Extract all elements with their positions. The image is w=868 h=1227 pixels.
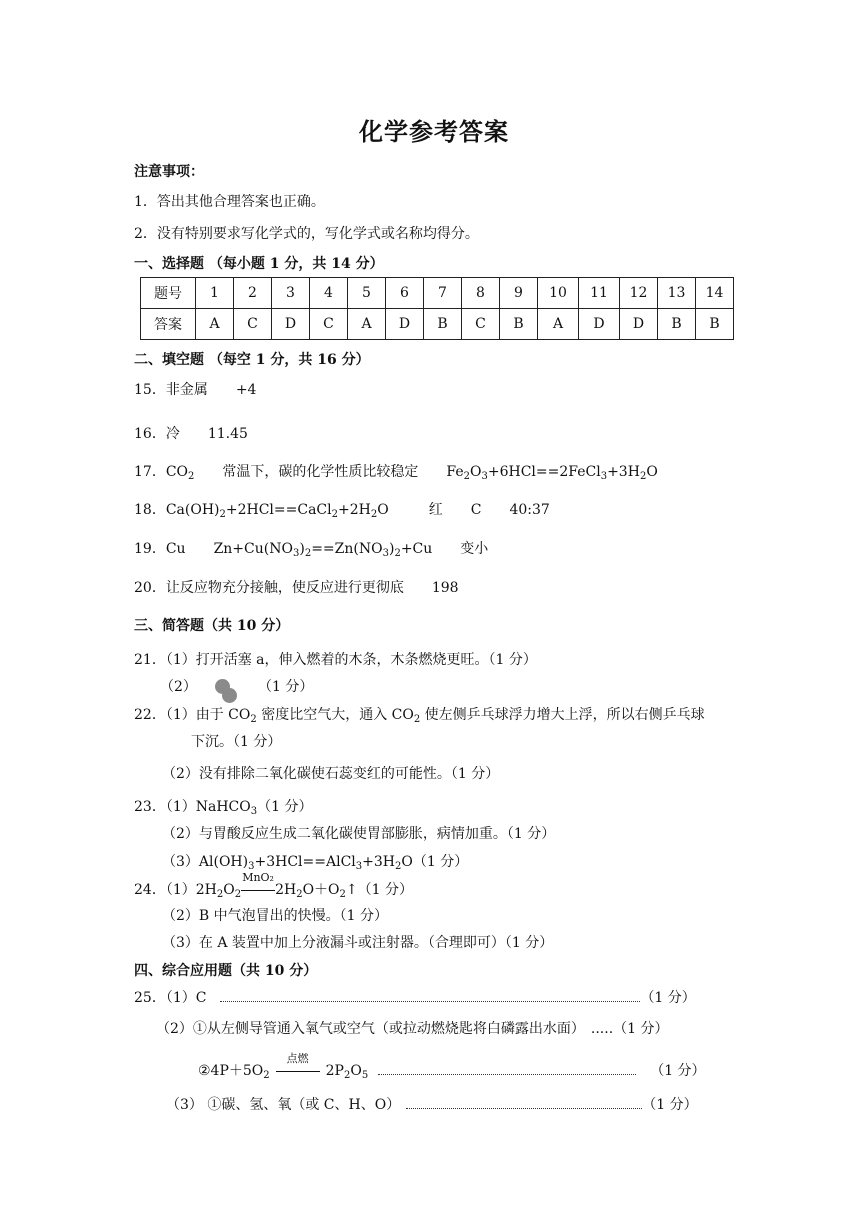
q18-answer-c: C: [470, 502, 482, 518]
question-number: 2: [234, 278, 272, 309]
q20-answer-b: 198: [431, 580, 459, 596]
q18-answer-d: 40:37: [509, 502, 550, 518]
q16-answer-b: 11.45: [207, 426, 248, 442]
q17-number: 17．: [134, 464, 166, 480]
q21-part2-label: （2）: [160, 679, 197, 695]
molecule-diagram: [214, 678, 244, 708]
q25-part3: （3） ①碳、氢、氧（或 C、H、O） （1 分）: [166, 1097, 698, 1113]
answer-cell: B: [500, 309, 538, 340]
q15-line: [134, 380, 256, 400]
q19-answer-c: 变小: [460, 541, 489, 557]
ignition-condition: 点燃: [276, 1061, 320, 1081]
question-number: 3: [272, 278, 310, 309]
q23-part3: $(3)Al(OH)_3+3HCl==AlCl_3+3H_2O(1$ 分）: [162, 854, 469, 872]
q22-part2: （2）没有排除二氧化碳使石蕊变红的可能性。（1 分）: [162, 766, 500, 782]
answer-cell: D: [620, 309, 658, 340]
q24-part2: （2）B 中气泡冒出的快慢。（1 分）: [162, 908, 389, 924]
question-number: 11: [579, 278, 620, 309]
notes-heading: 注意事项：: [134, 164, 204, 180]
section-4-heading: 四、综合应用题（共 10 分）: [134, 963, 318, 979]
q17-answer-a: $CO_2$: [165, 464, 195, 482]
dotted-leader: [378, 1062, 636, 1075]
answer-cell: A: [196, 309, 234, 340]
q16-answer-a: 冷: [165, 426, 180, 442]
note-item-2: 2．没有特别要求写化学式的，写化学式或名称均得分。: [134, 226, 479, 242]
q16-line: [134, 424, 248, 444]
answer-cell: D: [579, 309, 620, 340]
q21-part1: 21．（1）打开活塞 a，伸入燃着的木条，木条燃烧更旺。（1 分）: [134, 652, 537, 668]
q18-line: [134, 500, 550, 520]
dotted-leader: [220, 989, 640, 1002]
q25-part2: （2）①从左侧导管通入氧气或空气（或拉动燃烧匙将白磷露出水面） .....（1 分）: [156, 1021, 669, 1037]
question-number: 9: [500, 278, 538, 309]
section-2-heading: 二、填空题 （每空 1 分，共 16 分）: [134, 352, 370, 368]
q24-part3: （3）在 A 装置中加上分液漏斗或注射器。（合理即可）（1 分）: [162, 935, 554, 951]
q17-answer-b: 常温下，碳的化学性质比较稳定: [222, 464, 419, 480]
q16-number: 16．: [134, 426, 166, 442]
answer-cell: C: [310, 309, 348, 340]
q23-part2: （2）与胃酸反应生成二氧化碳使胃部膨胀，病情加重。（1 分）: [162, 826, 556, 842]
answer-cell: B: [658, 309, 696, 340]
q21-part2-score: （1 分）: [258, 679, 314, 695]
q18-number: 18．: [134, 502, 166, 518]
q17-equation: $Fe_2O_3+6HCl==2FeCl_3+3H_2O$: [446, 464, 658, 482]
section-1-heading: 一、选择题 （每小题 1 分，共 14 分）: [134, 256, 384, 272]
answer-cell: D: [272, 309, 310, 340]
question-number: 12: [620, 278, 658, 309]
atom-circle: [222, 688, 237, 703]
q20-answer-a: 让反应物充分接触，使反应进行更彻底: [165, 580, 404, 596]
q22-part1: 22．（1）由于 $CO_2$ 密度比空气大，通入 $CO_2$ 使左侧乒乓球浮力增大上浮，所以右侧乒乓球: [134, 707, 705, 725]
q24-part1: 24．$(1)2H_2O_2$ MnO₂ $2H_2O+O_2↑(1$ 分）: [134, 871, 414, 900]
q25-equation: $②4P+5O_2$ 点燃 $2P_2O_5$ （1 分）: [198, 1052, 706, 1081]
row-header-number: 题号: [141, 278, 196, 309]
answer-cell: A: [538, 309, 579, 340]
question-number: 14: [696, 278, 734, 309]
q15-number: 15．: [134, 382, 166, 398]
question-number: 1: [196, 278, 234, 309]
table-row-answers: [141, 309, 734, 340]
question-number: 5: [348, 278, 386, 309]
q23-part1: 23．（1）NaHCO$_3$（1 分）: [134, 799, 313, 817]
q25-part1: 25．（1）C （1 分）: [134, 990, 696, 1006]
question-number: 13: [658, 278, 696, 309]
question-number: 7: [424, 278, 462, 309]
q18-answer-b: 红: [428, 502, 443, 518]
q19-number: 19．: [134, 541, 166, 557]
answer-cell: B: [696, 309, 734, 340]
q15-answer-b: +4: [235, 382, 257, 398]
page-title: 化学参考答案: [359, 117, 509, 146]
answer-cell: C: [462, 309, 500, 340]
section-3-heading: 三、简答题（共 10 分）: [134, 618, 290, 634]
answer-cell: A: [348, 309, 386, 340]
q19-equation: $Zn+Cu(NO_3)_2==Zn(NO_3)_2+Cu$: [213, 541, 433, 559]
catalyst-condition: MnO₂: [241, 880, 275, 900]
answer-cell: B: [424, 309, 462, 340]
question-number: 4: [310, 278, 348, 309]
q19-answer-a: Cu: [165, 541, 186, 557]
q17-line: [134, 462, 658, 482]
note-item-1: 1．答出其他合理答案也正确。: [134, 194, 325, 210]
q20-number: 20．: [134, 580, 166, 596]
answer-cell: D: [386, 309, 424, 340]
question-number: 6: [386, 278, 424, 309]
answer-table: [140, 277, 734, 340]
row-header-answer: 答案: [141, 309, 196, 340]
q20-line: [134, 578, 459, 598]
q19-line: [134, 539, 488, 559]
dotted-leader: [406, 1096, 642, 1109]
table-row-numbers: [141, 278, 734, 309]
q15-answer-a: 非金属: [165, 382, 208, 398]
q18-equation: $Ca(OH)_2+2HCl==CaCl_2+2H_2O$: [165, 502, 389, 520]
question-number: 10: [538, 278, 579, 309]
q22-part1-continued: 下沉。（1 分）: [191, 734, 282, 750]
question-number: 8: [462, 278, 500, 309]
answer-cell: C: [234, 309, 272, 340]
